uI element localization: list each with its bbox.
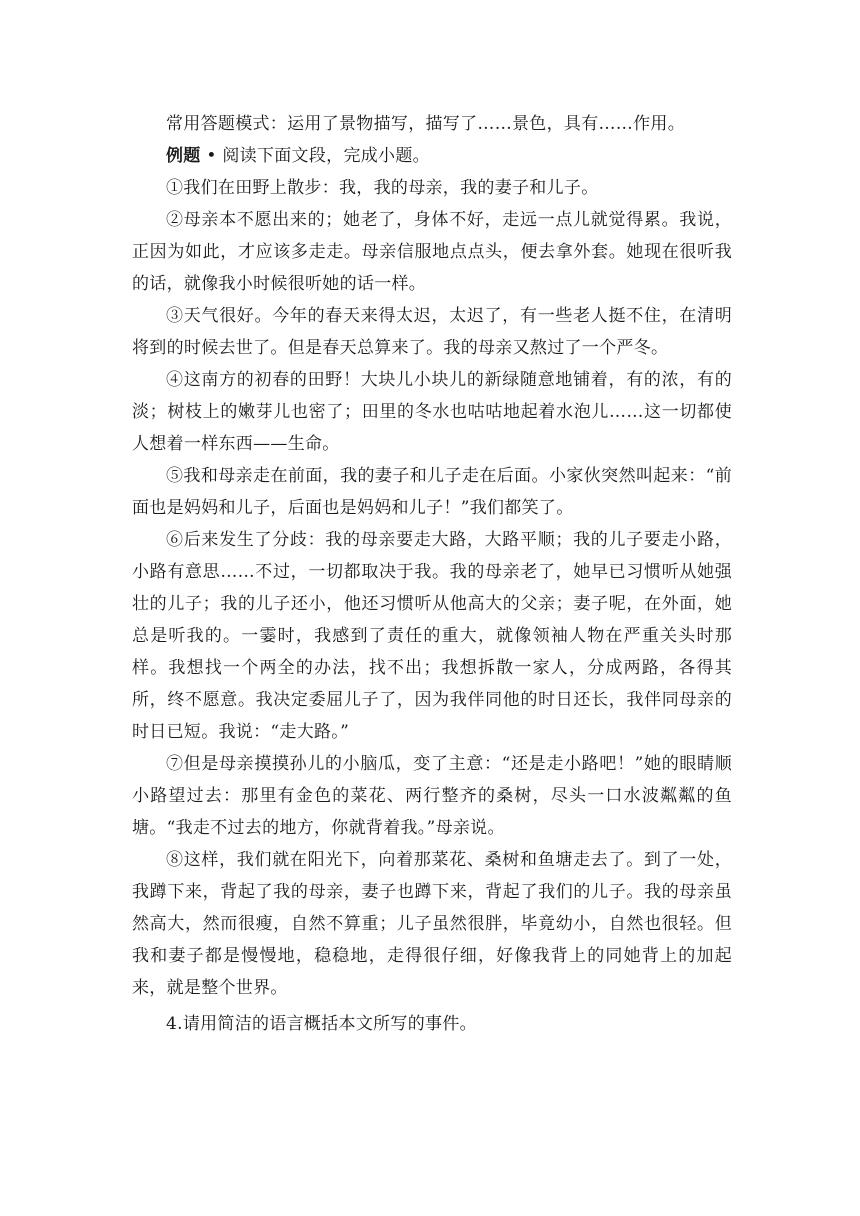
paragraph-1: ①我们在田野上散步：我，我的母亲，我的妻子和儿子。 (166, 178, 599, 198)
example-instruction: 阅读下面文段，完成小题。 (222, 146, 430, 166)
question-4: 4.请用简洁的语言概括本文所写的事件。 (166, 1014, 477, 1034)
paragraph-7: ⑦但是母亲摸摸孙儿的小脑瓜，变了主意：“还是走小路吧！”她的眼睛顺小路望过去：那里有金色的菜花、两行整齐的桑树，尽头一口水波粼粼的鱼塘。“我走不过去的地方，你就背着我。”母亲说。 (132, 754, 732, 838)
paragraph-2: ②母亲本不愿出来的；她老了，身体不好，走远一点儿就觉得累。我说，正因为如此，才应该多走走。母亲信服地点点头，便去拿外套。她现在很听我的话，就像我小时候很听她的话一样。 (132, 210, 732, 294)
example-heading (132, 140, 732, 172)
paragraph-6: ⑥后来发生了分歧：我的母亲要走大路，大路平顺；我的儿子要走小路，小路有意思……不过，一切都取决于我。我的母亲老了，她早已习惯听从她强壮的儿子；我的儿子还小，他还习惯听从他高大的父亲；妻子呢，在外面，她总是听我的。一霎时，我感到了责任的重大，就像领袖人物在严重关头时那样。我想找一个两全的办法，找不出；我想拆散一家人，分成两路，各得其所，终不愿意。我决定委屈儿子了，因为我伴同他的时日还长，我伴同母亲的时日已短。我说：“走大路。” (132, 530, 732, 742)
document-page (132, 108, 732, 1040)
paragraph-8: ⑧这样，我们就在阳光下，向着那菜花、桑树和鱼塘走去了。到了一处，我蹲下来，背起了我的母亲，妻子也蹲下来，背起了我们的儿子。我的母亲虽然高大，然而很瘦，自然不算重；儿子虽然很胖，毕竟幼小，自然也很轻。但我和妻子都是慢慢地，稳稳地，走得很仔细，好像我背上的同她背上的加起来，就是整个世界。 (132, 850, 732, 998)
example-separator: • (200, 146, 223, 166)
paragraph-4: ④这南方的初春的田野！大块儿小块儿的新绿随意地铺着，有的浓，有的淡；树枝上的嫩芽儿也密了；田里的冬水也咕咕地起着水泡儿……这一切都使人想着一样东西——生命。 (132, 370, 732, 454)
answer-tip: 常用答题模式：运用了景物描写，描写了……景色，具有……作用。 (166, 114, 685, 134)
paragraph-3: ③天气很好。今年的春天来得太迟，太迟了，有一些老人挺不住，在清明将到的时候去世了。但是春天总算来了。我的母亲又熬过了一个严冬。 (132, 306, 732, 358)
example-label: 例题 (166, 146, 201, 166)
paragraph-5: ⑤我和母亲走在前面，我的妻子和儿子走在后面。小家伙突然叫起来：“前面也是妈妈和儿子，后面也是妈妈和儿子！”我们都笑了。 (132, 466, 732, 518)
